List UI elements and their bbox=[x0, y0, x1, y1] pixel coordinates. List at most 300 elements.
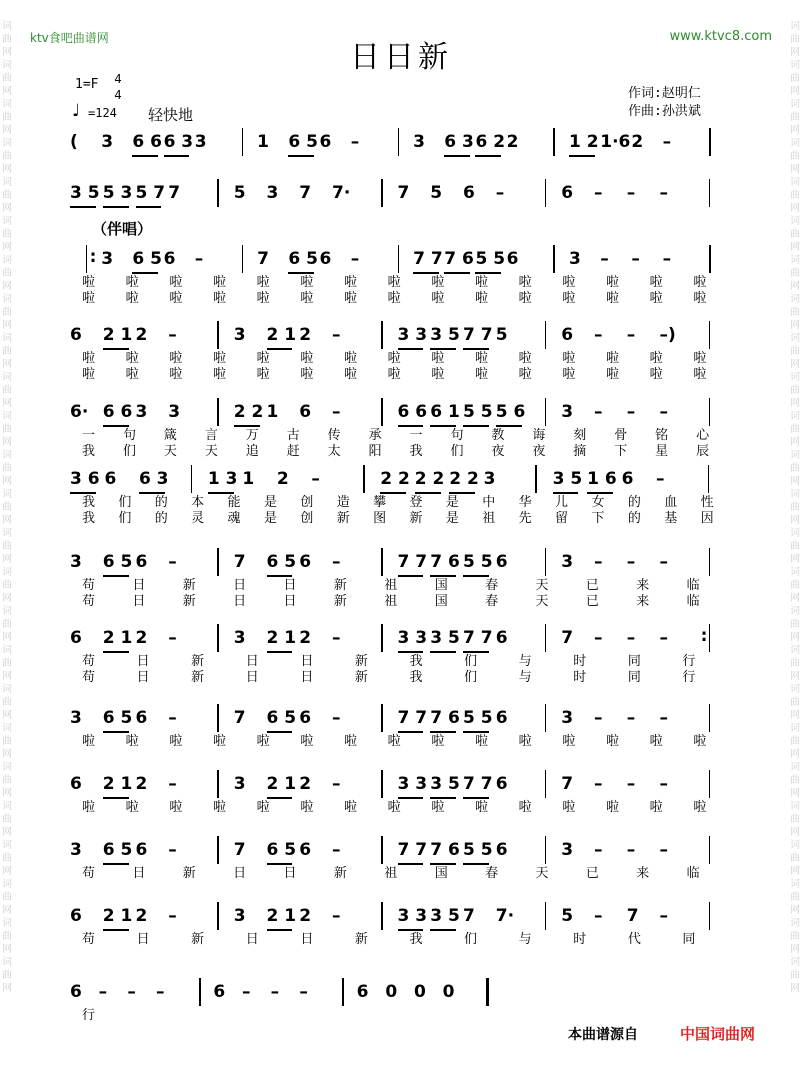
note-group: 7 7 bbox=[463, 774, 493, 794]
note-group: 6 bbox=[356, 982, 369, 1002]
bar-line bbox=[709, 398, 711, 426]
note-group: 6 3 bbox=[163, 132, 194, 152]
note-group: 6 6 bbox=[132, 132, 162, 152]
source-label: 本曲谱源自 bbox=[568, 1027, 638, 1043]
lyric-char: 追 bbox=[245, 444, 259, 459]
note-group: 6 bbox=[135, 708, 148, 728]
lyric-char: 啦 bbox=[693, 800, 707, 815]
lyric-char: 啦 bbox=[606, 367, 620, 382]
note-group: 6 bbox=[463, 183, 475, 203]
note-group: 2 bbox=[135, 774, 148, 794]
bar-line bbox=[191, 465, 193, 493]
note-group: 6 bbox=[213, 982, 226, 1002]
lyric-char: 新 bbox=[191, 654, 205, 669]
note-group: – bbox=[168, 325, 177, 345]
lyric-char: 日 bbox=[300, 932, 314, 947]
note-group: 0 bbox=[442, 982, 455, 1002]
lyric-char: 啦 bbox=[431, 367, 445, 382]
lyric-char: 阳 bbox=[368, 444, 382, 459]
lyric-char: 啦 bbox=[518, 367, 532, 382]
note-group: 2 1 bbox=[266, 628, 297, 648]
lyric-char: 来 bbox=[636, 866, 650, 881]
lyric-char: 言 bbox=[204, 428, 218, 443]
lyric-char: 一 bbox=[409, 428, 423, 443]
lyric-char: 啦 bbox=[649, 291, 663, 306]
lyric-char: 我 bbox=[409, 670, 423, 685]
bar-line bbox=[242, 245, 244, 273]
note-group: – bbox=[270, 982, 280, 1002]
note-group: 6 bbox=[163, 249, 176, 269]
lyric-char: 们 bbox=[122, 444, 136, 459]
note-group: – bbox=[350, 249, 360, 269]
lyric-char: 啦 bbox=[518, 291, 532, 306]
note-group: 7 bbox=[463, 906, 475, 926]
lyric-char: 啦 bbox=[475, 367, 489, 382]
note-group: 5 5 bbox=[475, 249, 506, 269]
key-signature: 1=F bbox=[75, 77, 99, 92]
lyric-char: 是 bbox=[445, 511, 459, 526]
lyric-char: 性 bbox=[700, 495, 714, 510]
note-group: 7 bbox=[299, 183, 312, 203]
bar-line bbox=[709, 128, 711, 156]
note-group: – bbox=[168, 628, 177, 648]
note-group: 0 bbox=[414, 982, 426, 1002]
note-group: – bbox=[659, 628, 668, 648]
note-group: 7 6 bbox=[430, 840, 460, 860]
lyric-char: 啦 bbox=[300, 291, 314, 306]
lyric-char: 万 bbox=[245, 428, 259, 443]
lyric-char: 登 bbox=[409, 495, 423, 510]
beam-underline bbox=[164, 155, 190, 157]
lyric-char: 啦 bbox=[693, 734, 707, 749]
lyric-char: 啦 bbox=[387, 367, 401, 382]
bar-line bbox=[535, 465, 537, 493]
time-signature: 4 4 bbox=[114, 72, 122, 102]
bar-line bbox=[381, 624, 383, 652]
note-group: – bbox=[594, 906, 603, 926]
note-group: 3 bbox=[561, 552, 574, 572]
lyric-char: 新 bbox=[354, 670, 368, 685]
lyric-char: 辰 bbox=[696, 444, 710, 459]
lyric-char: 日 bbox=[245, 670, 259, 685]
tempo-mark: =124 bbox=[88, 106, 117, 120]
lyric-char: 同 bbox=[682, 932, 696, 947]
note-group: 2 1 bbox=[102, 325, 133, 345]
note-group: 1·6 bbox=[600, 132, 631, 152]
bar-line bbox=[709, 704, 711, 732]
note-group: 2 bbox=[299, 628, 312, 648]
lyric-char: 日 bbox=[132, 578, 146, 593]
bar-line bbox=[545, 624, 547, 652]
lyric-char: 造 bbox=[336, 495, 350, 510]
note-group: – bbox=[626, 183, 636, 203]
note-group: – bbox=[168, 708, 177, 728]
beam-underline bbox=[444, 272, 470, 274]
lyric-char: 攀 bbox=[373, 495, 387, 510]
note-group: 5 5 bbox=[463, 708, 493, 728]
note-group: 1 bbox=[266, 402, 279, 422]
lyric-char: 我 bbox=[409, 932, 423, 947]
note-group: 3 3 bbox=[397, 325, 428, 345]
note-group: 3 bbox=[101, 249, 114, 269]
lyric-char: 啦 bbox=[82, 291, 96, 306]
lyric-char: 新 bbox=[191, 670, 205, 685]
lyric-char: 国 bbox=[434, 594, 448, 609]
note-group: 1 bbox=[242, 469, 255, 489]
lyric-char: 啦 bbox=[693, 367, 707, 382]
note-group: – bbox=[168, 906, 177, 926]
note-group: 7 7 bbox=[397, 552, 428, 572]
lyric-char: 天 bbox=[535, 578, 549, 593]
note-group: – bbox=[626, 628, 636, 648]
note-group: – bbox=[594, 774, 603, 794]
note-group: 1 3 bbox=[207, 469, 238, 489]
lyric-char: 啦 bbox=[256, 734, 270, 749]
beam-underline bbox=[398, 575, 424, 577]
lyric-char: 祖 bbox=[384, 866, 398, 881]
lyric-char: 血 bbox=[664, 495, 678, 510]
lyric-char: 啦 bbox=[387, 291, 401, 306]
bar-line bbox=[381, 770, 383, 798]
lyric-char: 新 bbox=[333, 866, 347, 881]
note-group: 6 bbox=[299, 402, 312, 422]
lyric-char: 下 bbox=[591, 511, 605, 526]
note-group: 3 3 bbox=[397, 774, 428, 794]
lyric-char: 啦 bbox=[125, 351, 139, 366]
lyric-char: 啦 bbox=[387, 800, 401, 815]
bar-line bbox=[242, 128, 244, 156]
note-group: – bbox=[600, 249, 609, 269]
note-group: – bbox=[626, 708, 636, 728]
bar-line bbox=[545, 321, 547, 349]
note-group: 3 bbox=[233, 774, 246, 794]
note-group: 5 bbox=[430, 183, 443, 203]
note-group: 7 6 bbox=[430, 552, 460, 572]
lyric-char: 铭 bbox=[655, 428, 669, 443]
beam-underline bbox=[136, 206, 162, 208]
lyric-char: 下 bbox=[614, 444, 628, 459]
lyric-char: 啦 bbox=[169, 367, 183, 382]
song-title: 日日新 bbox=[350, 40, 452, 75]
bar-line bbox=[398, 128, 400, 156]
lyric-char: 教 bbox=[491, 428, 505, 443]
lyric-char: 啦 bbox=[344, 367, 358, 382]
note-group: – bbox=[594, 183, 603, 203]
note-group: 6 3 bbox=[138, 469, 169, 489]
note-group: – bbox=[594, 325, 603, 345]
note-group: 7 bbox=[233, 840, 246, 860]
bar-line bbox=[217, 624, 219, 652]
note-group: 6 bbox=[495, 552, 508, 572]
note-group: – bbox=[626, 774, 636, 794]
note-group: 7 bbox=[233, 552, 246, 572]
lyric-char: 春 bbox=[485, 866, 499, 881]
bar-line bbox=[709, 836, 711, 864]
beam-underline bbox=[267, 651, 293, 653]
lyric-char: 啦 bbox=[125, 291, 139, 306]
note-group: 7 7 bbox=[397, 708, 428, 728]
note-group: 3 5 bbox=[430, 628, 460, 648]
beam-underline bbox=[70, 206, 96, 208]
note-group: – bbox=[194, 249, 204, 269]
source-site-link[interactable]: 中国词曲网 bbox=[680, 1025, 756, 1043]
note-group: – bbox=[332, 840, 341, 860]
note-group: 2 2 bbox=[233, 402, 264, 422]
lyric-char: 啦 bbox=[606, 351, 620, 366]
lyric-char: 祖 bbox=[384, 594, 398, 609]
lyric-char: 我 bbox=[82, 511, 96, 526]
note-group: 3 bbox=[561, 402, 574, 422]
note-group: 2 bbox=[135, 906, 148, 926]
lyric-char: 啦 bbox=[82, 351, 96, 366]
lyric-char: 日 bbox=[283, 594, 297, 609]
lyric-char: 啦 bbox=[82, 800, 96, 815]
lyric-char: 中 bbox=[482, 495, 496, 510]
note-group: 6 5 bbox=[102, 840, 133, 860]
lyric-char: 啦 bbox=[256, 291, 270, 306]
note-group: 2 bbox=[276, 469, 289, 489]
note-group: 7 bbox=[397, 183, 410, 203]
bar-line bbox=[398, 245, 400, 273]
beam-underline bbox=[267, 797, 293, 799]
lyric-char: 啦 bbox=[256, 367, 270, 382]
lyric-char: 啦 bbox=[213, 351, 227, 366]
bar-line bbox=[545, 179, 547, 207]
note-group: 7 bbox=[168, 183, 181, 203]
note-group: 2 bbox=[299, 774, 312, 794]
bar-line bbox=[217, 902, 219, 930]
lyric-char: 星 bbox=[655, 444, 669, 459]
lyric-char: 日 bbox=[283, 866, 297, 881]
beam-underline bbox=[475, 155, 501, 157]
note-group: – bbox=[659, 402, 668, 422]
lyric-char: 啦 bbox=[518, 800, 532, 815]
composer-credit: 作曲:孙洪斌 bbox=[628, 104, 701, 119]
lyric-char: 啦 bbox=[82, 367, 96, 382]
bar-line bbox=[709, 321, 711, 349]
note-group: – bbox=[332, 325, 341, 345]
beam-underline bbox=[267, 929, 293, 931]
note-group: – bbox=[594, 628, 603, 648]
note-group: – bbox=[662, 132, 672, 152]
lyric-char: 新 bbox=[333, 578, 347, 593]
beam-underline bbox=[103, 929, 129, 931]
lyric-char: 啦 bbox=[125, 734, 139, 749]
note-group: 7 bbox=[233, 708, 246, 728]
lyric-char: 是 bbox=[263, 495, 277, 510]
note-group: ( bbox=[70, 132, 78, 152]
lyric-char: 日 bbox=[136, 932, 150, 947]
note-group: 2 2 bbox=[380, 469, 410, 489]
note-group: 6 bbox=[70, 325, 82, 345]
note-group: 7 7 bbox=[463, 325, 493, 345]
bar-line bbox=[545, 902, 547, 930]
lyric-char: 啦 bbox=[213, 800, 227, 815]
note-group: 1 6 bbox=[587, 469, 617, 489]
watermark-right: 词曲网词曲网词曲网词曲网词曲网词曲网词曲网词曲网词曲网词曲网词曲网词曲网词曲网词曲网词曲网词曲网词曲网词曲网词曲网词曲网词曲网词曲网词曲网词曲网词曲网 bbox=[790, 21, 800, 994]
bar-line bbox=[217, 548, 219, 576]
lyricist-credit: 作词:赵明仁 bbox=[628, 86, 701, 101]
site-right-url[interactable]: www.ktvc8.com bbox=[669, 29, 772, 44]
note-group: 7 bbox=[257, 249, 269, 269]
note-group: 2 2 bbox=[449, 469, 479, 489]
lyric-char: 日 bbox=[233, 866, 247, 881]
lyric-char: 啦 bbox=[387, 734, 401, 749]
lyric-char: 啦 bbox=[562, 734, 576, 749]
lyric-char: 啦 bbox=[344, 800, 358, 815]
lyric-char: 啦 bbox=[387, 351, 401, 366]
note-group: 5 5 bbox=[463, 552, 493, 572]
lyric-char: 日 bbox=[136, 670, 150, 685]
lyric-char: 啦 bbox=[387, 275, 401, 290]
lyric-char: 日 bbox=[136, 654, 150, 669]
repeat-sign: : bbox=[700, 626, 708, 646]
lyric-char: 天 bbox=[535, 866, 549, 881]
lyric-char: 新 bbox=[333, 594, 347, 609]
bar-line bbox=[381, 179, 383, 207]
note-group: 3 bbox=[70, 552, 82, 572]
lyric-char: 新 bbox=[336, 511, 350, 526]
note-group: 3 bbox=[135, 402, 148, 422]
lyric-char: 啦 bbox=[125, 275, 139, 290]
lyric-char: 啦 bbox=[649, 275, 663, 290]
note-group: – bbox=[332, 708, 341, 728]
note-group: 3 bbox=[483, 469, 496, 489]
lyric-char: 啦 bbox=[693, 351, 707, 366]
note-group: 0 bbox=[385, 982, 398, 1002]
lyric-char: 诲 bbox=[532, 428, 546, 443]
note-group: 2 bbox=[299, 325, 312, 345]
lyric-char: 同 bbox=[627, 670, 641, 685]
lyric-char: 的 bbox=[627, 511, 641, 526]
lyric-char: 们 bbox=[118, 495, 132, 510]
note-group: 6 bbox=[104, 469, 117, 489]
lyric-char: 啦 bbox=[606, 734, 620, 749]
note-group: 7· bbox=[495, 906, 515, 926]
note-group: – bbox=[659, 708, 668, 728]
lyric-char: 已 bbox=[585, 594, 599, 609]
lyric-char: 啦 bbox=[649, 351, 663, 366]
note-group: – bbox=[626, 840, 636, 860]
note-group: 6 5 bbox=[288, 249, 318, 269]
bar-line bbox=[709, 548, 711, 576]
lyric-char: 摘 bbox=[573, 444, 587, 459]
lyric-char: 日 bbox=[233, 578, 247, 593]
lyric-char: 灵 bbox=[191, 511, 205, 526]
note-group: 7 bbox=[561, 628, 574, 648]
lyric-char: 图 bbox=[373, 511, 387, 526]
lyric-char: 的 bbox=[627, 495, 641, 510]
lyric-char: 代 bbox=[627, 932, 641, 947]
note-group: 2 bbox=[299, 906, 312, 926]
note-group: 2 1 bbox=[102, 628, 133, 648]
note-group: 3 bbox=[561, 840, 574, 860]
lyric-char: 啦 bbox=[125, 367, 139, 382]
lyric-char: 啦 bbox=[300, 367, 314, 382]
lyric-char: 时 bbox=[573, 932, 587, 947]
section-label: （伴唱） bbox=[92, 220, 153, 238]
lyric-char: 苟 bbox=[82, 866, 96, 881]
lyric-char: 箴 bbox=[163, 428, 177, 443]
lyric-char: 与 bbox=[518, 654, 532, 669]
note-group: – bbox=[98, 982, 108, 1002]
note-group: 6 bbox=[70, 774, 82, 794]
note-group: 7 6 bbox=[430, 708, 460, 728]
note-group: 2 bbox=[506, 132, 519, 152]
lyric-char: 日 bbox=[283, 578, 297, 593]
site-left-label[interactable]: ktv食吧曲谱网 bbox=[30, 31, 109, 45]
note-group: – bbox=[659, 183, 668, 203]
lyric-char: 一 bbox=[82, 428, 96, 443]
bar-line bbox=[381, 902, 383, 930]
note-group: – bbox=[168, 774, 177, 794]
lyric-char: 天 bbox=[204, 444, 218, 459]
bar-line bbox=[342, 978, 344, 1006]
note-group: 6 bbox=[495, 708, 508, 728]
bar-line bbox=[553, 245, 555, 273]
bar-line bbox=[545, 770, 547, 798]
note-group: 6 1 bbox=[430, 402, 460, 422]
note-group: – bbox=[594, 708, 603, 728]
note-group: 5 bbox=[495, 325, 508, 345]
lyric-char: 啦 bbox=[300, 351, 314, 366]
lyric-char: 祖 bbox=[384, 578, 398, 593]
bar-line bbox=[381, 398, 383, 426]
lyric-char: 新 bbox=[182, 594, 196, 609]
note-group: – bbox=[168, 552, 177, 572]
note-group: 3 bbox=[70, 840, 82, 860]
beam-underline bbox=[132, 155, 158, 157]
note-group: 6 5 bbox=[266, 552, 297, 572]
note-group: – bbox=[659, 906, 668, 926]
lyric-char: 们 bbox=[464, 670, 478, 685]
lyric-char: 啦 bbox=[693, 291, 707, 306]
lyric-char: 们 bbox=[464, 932, 478, 947]
note-group: 6 5 bbox=[288, 132, 318, 152]
lyric-char: 啦 bbox=[300, 734, 314, 749]
note-group: 2 2 bbox=[414, 469, 445, 489]
bar-line bbox=[709, 245, 711, 273]
note-group: – bbox=[626, 325, 636, 345]
lyric-char: 啦 bbox=[169, 351, 183, 366]
note-group: – bbox=[594, 552, 603, 572]
lyric-char: 苟 bbox=[82, 670, 96, 685]
note-group: 3 5 bbox=[70, 183, 100, 203]
note-group: 3 bbox=[194, 132, 207, 152]
lyric-char: 创 bbox=[300, 511, 314, 526]
note-group: 6 bbox=[135, 552, 148, 572]
lyric-char: 苟 bbox=[82, 932, 96, 947]
lyric-char: 啦 bbox=[431, 351, 445, 366]
lyric-char: 来 bbox=[636, 578, 650, 593]
note-group: 7 6 bbox=[444, 249, 474, 269]
lyric-char: 夜 bbox=[532, 444, 546, 459]
note-group: 3 5 bbox=[430, 774, 460, 794]
note-group: 6 bbox=[495, 774, 508, 794]
watermark-left: 词曲网词曲网词曲网词曲网词曲网词曲网词曲网词曲网词曲网词曲网词曲网词曲网词曲网词曲网词曲网词曲网词曲网词曲网词曲网词曲网词曲网词曲网词曲网词曲网词曲网 bbox=[2, 21, 12, 994]
note-group: – bbox=[311, 469, 320, 489]
lyric-char: 日 bbox=[245, 654, 259, 669]
lyric-char: 夜 bbox=[491, 444, 505, 459]
note-group: 6 bbox=[299, 708, 312, 728]
lyric-char: 儿 bbox=[555, 495, 569, 510]
lyric-char: 已 bbox=[585, 866, 599, 881]
beam-underline bbox=[267, 348, 293, 350]
lyric-char: 啦 bbox=[169, 734, 183, 749]
lyric-char: 与 bbox=[518, 932, 532, 947]
lyric-char: 我 bbox=[409, 444, 423, 459]
note-group: 2 1 bbox=[102, 774, 133, 794]
